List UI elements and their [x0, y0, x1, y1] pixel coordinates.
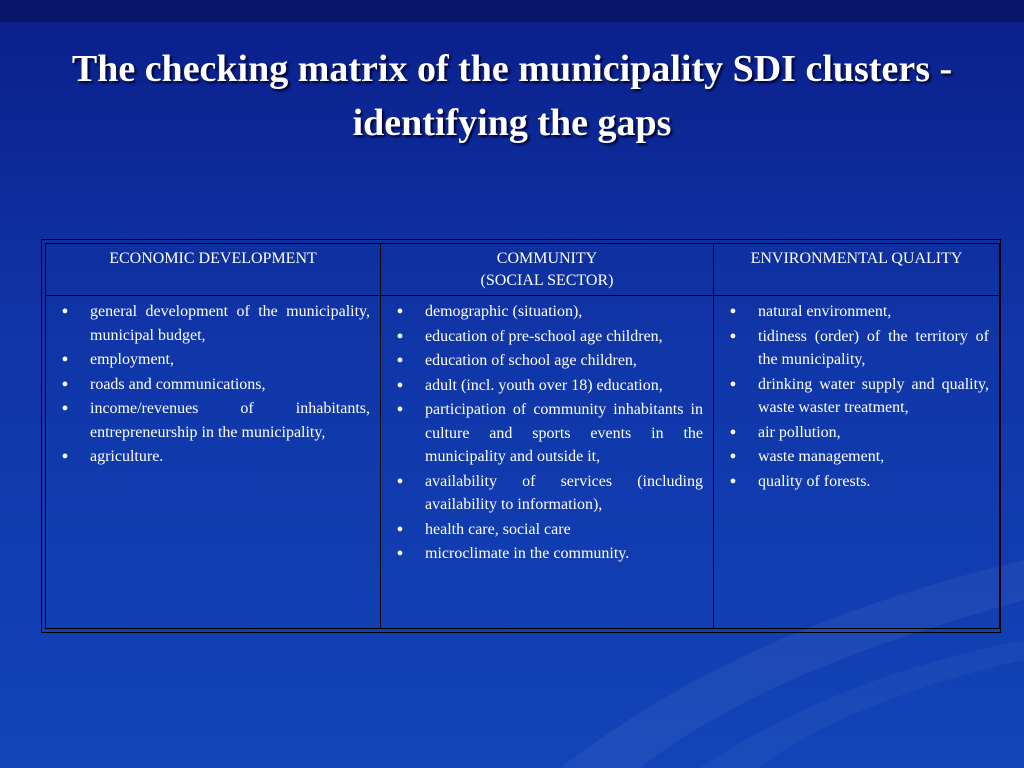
- list-item: [393, 398, 703, 469]
- bullet-dot-icon: ●: [396, 547, 404, 559]
- list-item: [393, 349, 703, 373]
- list-item: [58, 300, 370, 347]
- bullet-dot-icon: ●: [61, 305, 69, 317]
- table-row: [46, 296, 1000, 629]
- list-item: [58, 445, 370, 469]
- bullet-dot-icon: ●: [396, 403, 404, 415]
- header-community: [381, 244, 714, 296]
- list-item-text: agriculture.: [90, 448, 164, 465]
- list-item: [726, 421, 989, 445]
- list-item-text: waste management,: [758, 448, 885, 465]
- bullet-dot-icon: ●: [61, 450, 69, 462]
- bullet-dot-icon: ●: [61, 353, 69, 365]
- environmental-quality-list: [726, 300, 989, 493]
- list-item: [726, 445, 989, 469]
- list-item-text: education of pre-school age children,: [425, 327, 663, 345]
- bullet-dot-icon: ●: [396, 474, 404, 487]
- list-item-text: health care, social care: [425, 520, 571, 538]
- list-item: [393, 518, 703, 542]
- list-item-text: natural environment,: [758, 303, 892, 320]
- header-label: COMMUNITY: [496, 250, 598, 267]
- header-environmental-quality: [714, 244, 1000, 296]
- list-item-text: tidiness (order) of the territory of the municipality,: [758, 327, 989, 368]
- cell-economic-development: [46, 296, 381, 629]
- list-item: [58, 397, 370, 444]
- top-band: [0, 0, 1024, 22]
- bullet-dot-icon: ●: [729, 450, 737, 462]
- list-item-text: adult (incl. youth over 18) education,: [425, 376, 663, 394]
- cell-environmental-quality: [714, 296, 1000, 629]
- community-list: [393, 300, 703, 566]
- list-item: [726, 470, 989, 494]
- bullet-dot-icon: ●: [396, 378, 404, 391]
- list-item-text: quality of forests.: [758, 472, 871, 490]
- list-item-text: general development of the municipality, municipal budget,: [90, 303, 370, 344]
- bullet-dot-icon: ●: [729, 305, 737, 317]
- matrix-table-frame: [41, 239, 1001, 633]
- list-item: [726, 373, 989, 420]
- bullet-dot-icon: ●: [396, 354, 404, 366]
- list-item-text: availability of services (including availability to information),: [425, 472, 703, 513]
- economic-development-list: [58, 300, 370, 469]
- header-label: ENVIRONMENTAL QUALITY: [750, 250, 963, 267]
- list-item: [58, 348, 370, 372]
- list-item-text: income/revenues of inhabitants, entrepreneurship in the municipality,: [90, 400, 370, 441]
- slide-title: The checking matrix of the municipality SDI clusters - identifying the gaps: [71, 48, 953, 144]
- bullet-dot-icon: ●: [61, 402, 69, 414]
- header-economic-development: [46, 244, 381, 296]
- list-item-text: education of school age children,: [425, 352, 637, 369]
- bullet-dot-icon: ●: [729, 329, 737, 342]
- list-item-text: drinking water supply and quality, waste waster treatment,: [758, 375, 989, 416]
- cell-community: [381, 296, 714, 629]
- header-label: ECONOMIC DEVELOPMENT: [109, 250, 317, 267]
- header-sublabel: (SOCIAL SECTOR): [480, 272, 614, 289]
- list-item-text: demographic (situation),: [425, 303, 583, 320]
- list-item-text: microclimate in the community.: [425, 545, 630, 562]
- list-item: [393, 325, 703, 349]
- bullet-dot-icon: ●: [729, 425, 737, 438]
- list-item: [58, 373, 370, 397]
- table-header-row: [46, 244, 1000, 296]
- list-item: [393, 374, 703, 398]
- list-item-text: air pollution,: [758, 423, 841, 441]
- bullet-dot-icon: ●: [396, 329, 404, 342]
- list-item: [393, 542, 703, 566]
- bullet-dot-icon: ●: [396, 305, 404, 317]
- list-item-text: participation of community inhabitants in culture and sports events in the municipality and outside it,: [425, 401, 703, 465]
- list-item: [393, 300, 703, 324]
- bullet-dot-icon: ●: [396, 522, 404, 535]
- checking-matrix-table: [45, 243, 1000, 629]
- list-item-text: employment,: [90, 351, 174, 368]
- list-item: [726, 325, 989, 372]
- bullet-dot-icon: ●: [729, 474, 737, 487]
- list-item: [726, 300, 989, 324]
- list-item: [393, 470, 703, 517]
- bullet-dot-icon: ●: [729, 377, 737, 390]
- bullet-dot-icon: ●: [61, 377, 69, 390]
- list-item-text: roads and communications,: [90, 375, 266, 393]
